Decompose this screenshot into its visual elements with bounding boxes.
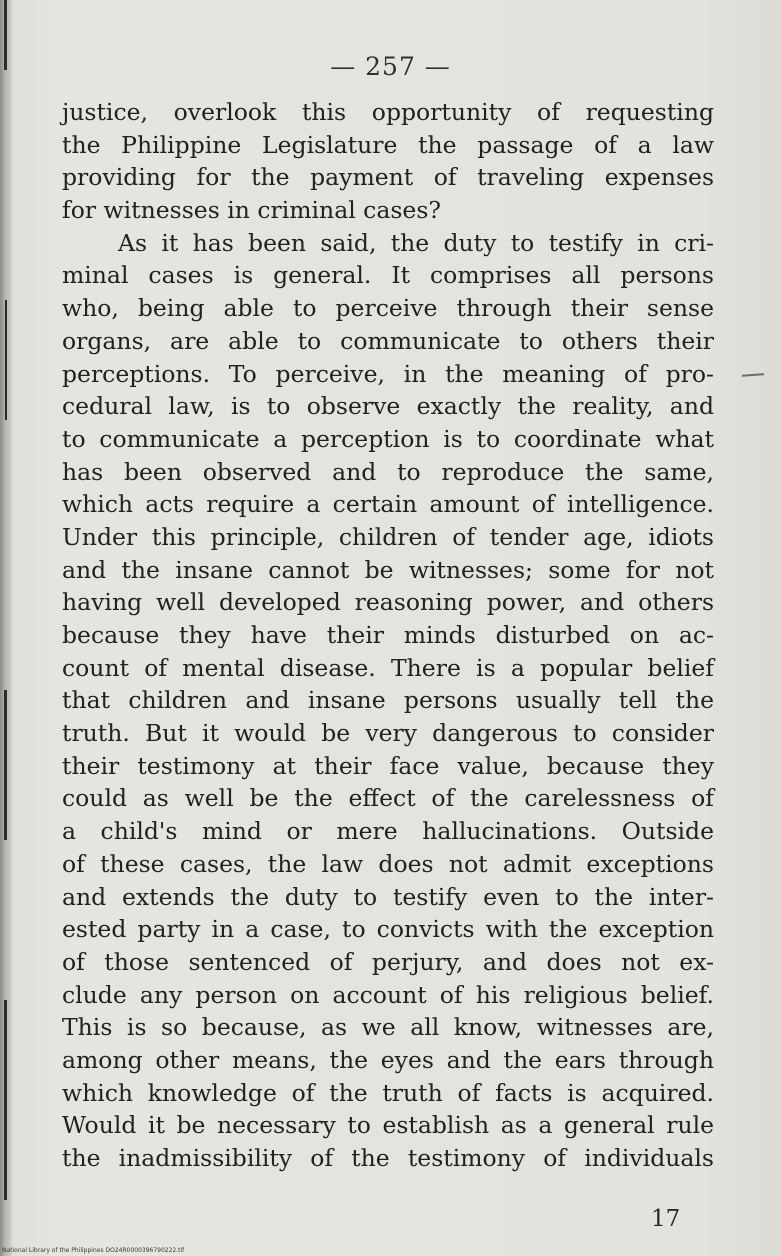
text-line: of these cases, the law does not admit exceptions xyxy=(62,849,714,878)
text-line: a child's mind or mere hallucinations. Outside xyxy=(62,817,714,846)
text-line: who, being able to perceive through their sense xyxy=(62,294,714,323)
text-line: could as well be the effect of the carelessness of xyxy=(62,784,714,813)
text-line: their testimony at their face value, because they xyxy=(62,751,714,780)
text-line: clude any person on account of his religious belief. xyxy=(62,980,714,1009)
book-spine-shadow xyxy=(0,0,12,1256)
text-line: organs, are able to communicate to others their xyxy=(62,326,714,355)
body-text xyxy=(62,96,714,1175)
signature-mark: 17 xyxy=(651,1206,681,1232)
spine-edge-mark xyxy=(4,1000,7,1200)
text-line: minal cases is general. It comprises all persons xyxy=(62,261,714,290)
text-line: has been observed and to reproduce the same, xyxy=(62,457,714,486)
text-line: and extends the duty to testify even to the inter- xyxy=(62,882,714,911)
text-line: to communicate a perception is to coordinate what xyxy=(62,424,714,453)
text-line: which knowledge of the truth of facts is acquired. xyxy=(62,1078,714,1107)
text-line: This is so because, as we all know, witnesses are, xyxy=(62,1013,714,1042)
text-line: that children and insane persons usually tell the xyxy=(62,686,714,715)
text-line: of those sentenced of perjury, and does not ex- xyxy=(62,947,714,976)
text-line: cedural law, is to observe exactly the reality, and xyxy=(62,392,714,421)
text-line: and the insane cannot be witnesses; some for not xyxy=(62,555,714,584)
text-line: count of mental disease. There is a popular belief xyxy=(62,653,714,682)
text-line: the inadmissibility of the testimony of individuals xyxy=(62,1144,714,1172)
text-line: perceptions. To perceive, in the meaning of pro- xyxy=(62,359,714,388)
page-header-number: — 257 — xyxy=(330,52,451,81)
text-line: justice, overlook this opportunity of requesting xyxy=(62,98,714,126)
spine-edge-mark xyxy=(5,300,7,420)
text-line: because they have their minds disturbed on ac- xyxy=(62,621,714,649)
text-line: for witnesses in criminal cases? xyxy=(62,196,441,225)
spine-edge-mark xyxy=(4,690,7,840)
text-line: having well developed reasoning power, and others xyxy=(62,588,714,617)
text-line: ested party in a case, to convicts with the exception xyxy=(62,915,714,944)
text-line: providing for the payment of traveling expenses xyxy=(62,163,714,192)
text-line: Would it be necessary to establish as a general rule xyxy=(62,1111,714,1140)
text-line: which acts require a certain amount of intelligence. xyxy=(62,490,714,519)
scan-credit: National Library of the Philippines DO24R0000396790222.tif xyxy=(2,1247,185,1254)
text-line: Under this principle, children of tender age, idiots xyxy=(62,522,714,551)
text-line: among other means, the eyes and the ears through xyxy=(62,1045,714,1074)
text-line: truth. But it would be very dangerous to consider xyxy=(62,719,714,748)
margin-dash-mark xyxy=(742,373,764,377)
paragraph-first-line: As it has been said, the duty to testify in cri- xyxy=(118,228,714,257)
text-line: the Philippine Legislature the passage of a law xyxy=(62,130,714,159)
